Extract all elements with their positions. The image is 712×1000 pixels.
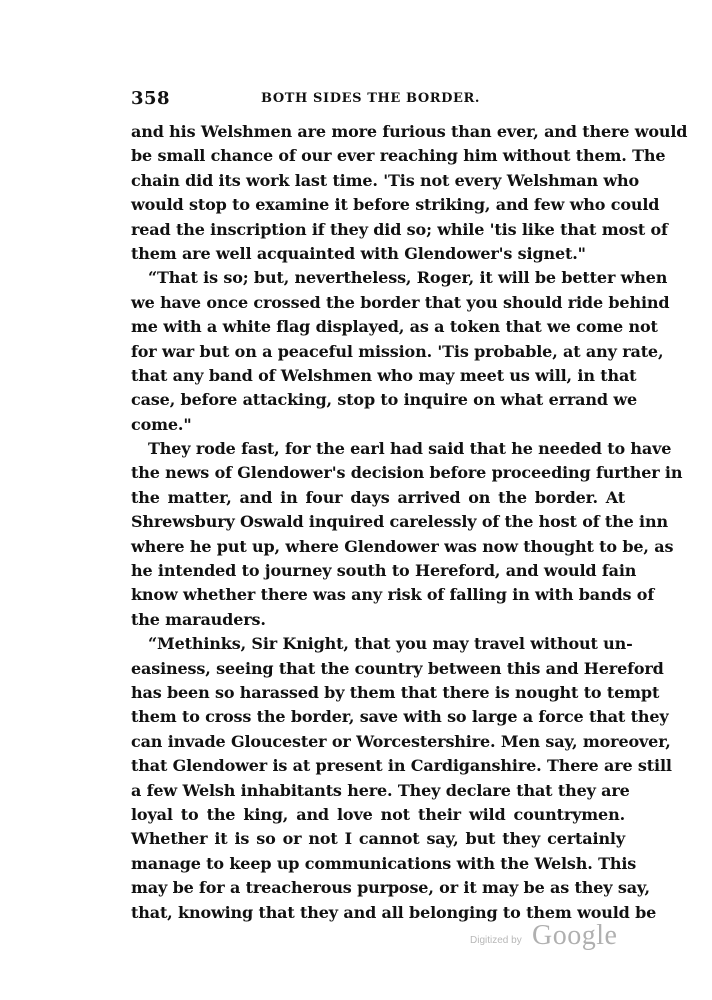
text-line: come.": [131, 414, 192, 434]
text-line: where he put up, where Glendower was now thought to be, as: [131, 536, 674, 556]
text-line: a few Welsh inhabitants here. They declare that they are: [131, 780, 630, 800]
text-line: Whether it is so or not I cannot say, but they certainly: [131, 829, 625, 849]
text-line: They rode fast, for the earl had said that he needed to have: [148, 439, 672, 459]
text-line: for war but on a peaceful mission. 'Tis probable, at any rate,: [131, 341, 664, 361]
text-line: the matter, and in four days arrived on the border. At: [131, 487, 625, 507]
text-line: be small chance of our ever reaching him without them. The: [131, 146, 666, 166]
text-line: loyal to the king, and love not their wild countrymen.: [131, 804, 625, 824]
text-line: has been so harassed by them that there is nought to tempt: [131, 682, 660, 702]
text-line: Shrewsbury Oswald inquired carelessly of the host of the inn: [131, 512, 668, 532]
text-line: may be for a treacherous purpose, or it may be as they say,: [131, 878, 650, 898]
text-line: chain did its work last time. 'Tis not every Welshman who: [131, 170, 640, 190]
text-line: the marauders.: [131, 609, 266, 629]
text-line: and his Welshmen are more furious than ever, and there would: [131, 122, 688, 141]
google-logo: Google: [532, 920, 618, 951]
text-line: manage to keep up communications with the Welsh. This: [131, 853, 637, 873]
text-line: easiness, seeing that the country between this and Hereford: [131, 658, 664, 678]
watermark-prefix: Digitized by: [470, 935, 522, 946]
text-line: them are well acquainted with Glendower's signet.": [131, 243, 586, 263]
text-line: me with a white flag displayed, as a token that we come not: [131, 317, 658, 337]
text-line: them to cross the border, save with so large a force that they: [131, 707, 669, 727]
text-line: “Methinks, Sir Knight, that you may travel without un-: [148, 634, 633, 654]
text-line: that, knowing that they and all belonging to them would be: [131, 902, 657, 922]
text-line: case, before attacking, stop to inquire on what errand we: [131, 390, 637, 410]
text-line: read the inscription if they did so; while 'tis like that most of: [131, 219, 668, 239]
body-text: [131, 120, 688, 925]
running-head: BOTH SIDES THE BORDER.: [261, 91, 481, 106]
text-line: know whether there was any risk of falling in with bands of: [131, 585, 655, 605]
text-line: that any band of Welshmen who may meet us will, in that: [131, 365, 637, 385]
text-line: can invade Gloucester or Worcestershire. Men say, moreover,: [131, 731, 671, 751]
page-number: 358: [131, 88, 171, 109]
text-line: that Glendower is at present in Cardiganshire. There are still: [131, 756, 672, 776]
text-line: would stop to examine it before striking, and few who could: [131, 195, 660, 215]
text-line: “That is so; but, nevertheless, Roger, it will be better when: [148, 268, 668, 288]
text-line: we have once crossed the border that you should ride behind: [131, 292, 670, 312]
text-line: he intended to journey south to Hereford, and would fain: [131, 561, 637, 581]
page-header: [131, 88, 627, 112]
text-line: the news of Glendower's decision before proceeding further in: [131, 463, 683, 483]
digitized-watermark: [470, 920, 630, 960]
